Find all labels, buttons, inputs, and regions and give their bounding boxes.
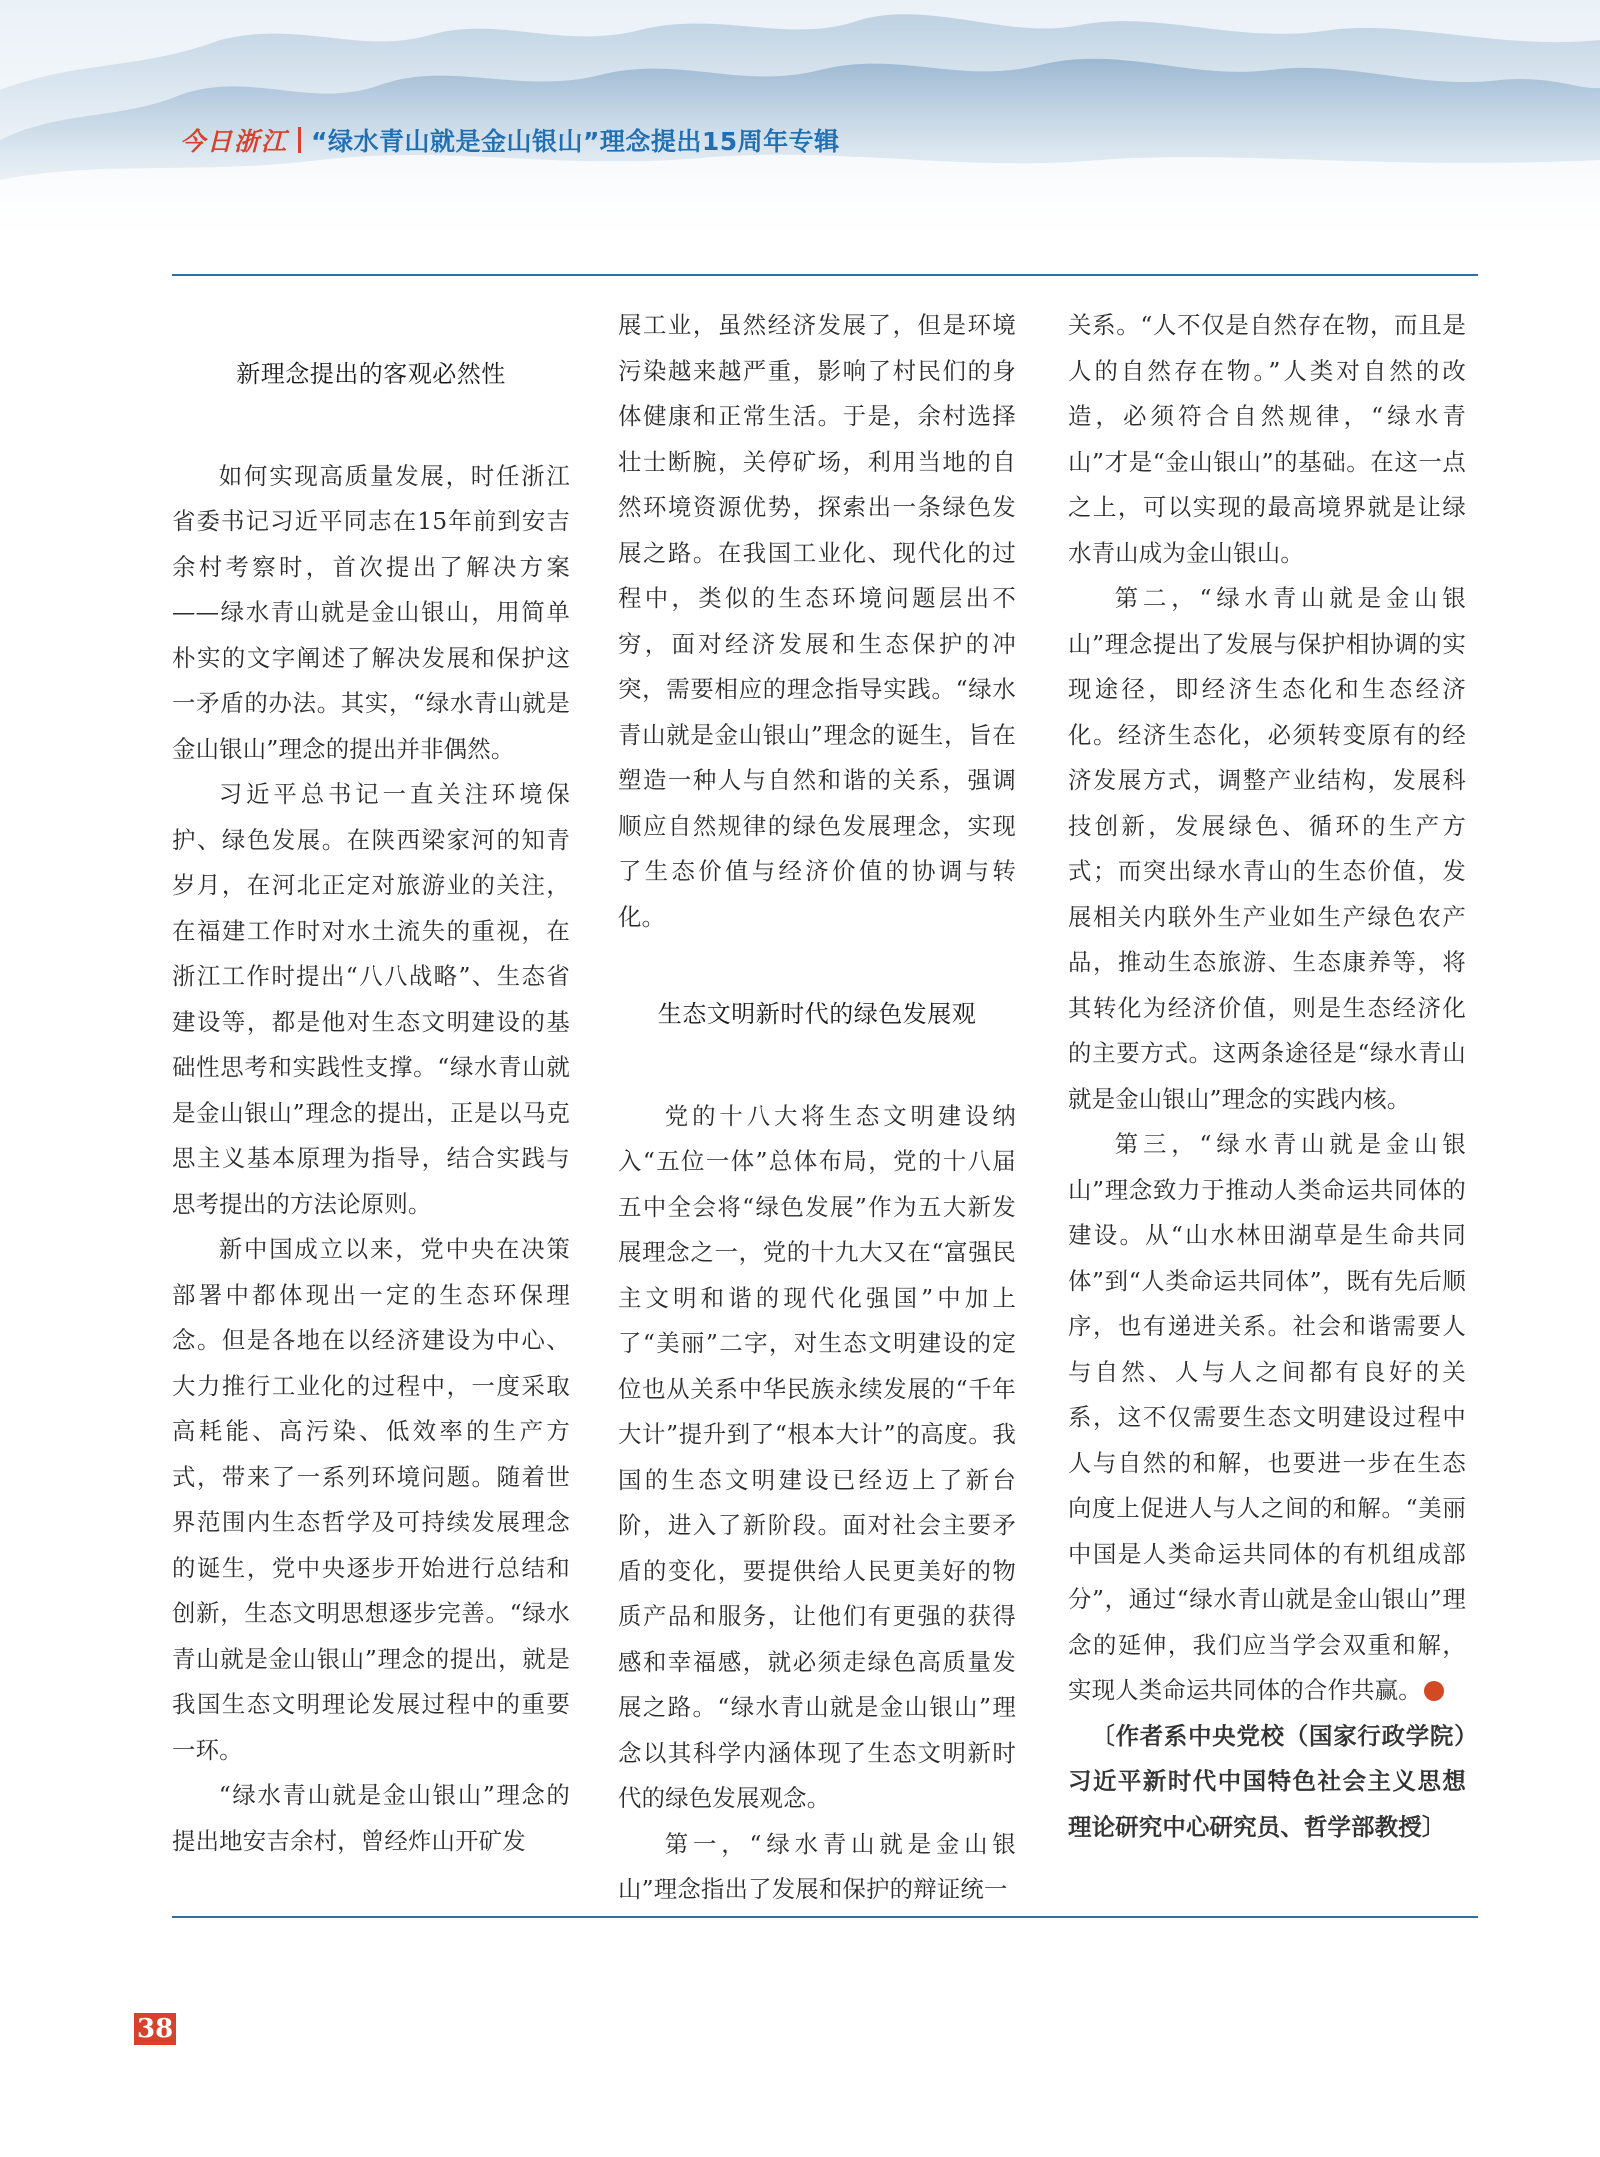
section-title-1: 新理念提出的客观必然性	[236, 360, 506, 388]
paragraph-continuation: 关系。“人不仅是自然存在物，而且是人的自然存在物。”人类对自然的改造，必须符合自然规律，“绿水青山”才是“金山银山”的基础。在这一点之上，可以实现的最高境界就是让绿水青山成为金山银山。	[1068, 311, 1466, 567]
bottom-rule	[172, 1916, 1478, 1918]
series-title: “绿水青山就是金山银山”理念提出15周年专辑	[311, 127, 840, 156]
top-rule	[172, 274, 1478, 276]
column-1	[172, 300, 570, 1864]
paragraph: 如何实现高质量发展，时任浙江省委书记习近平同志在15年前到安吉余村考察时，首次提出了解决方案——绿水青山就是金山银山，用简单朴实的文字阐述了解决发展和保护这一矛盾的办法。其实，“绿水青山就是金山银山”理念的提出并非偶然。	[172, 461, 570, 763]
paragraph-continuation: 展工业，虽然经济发展了，但是环境污染越来越严重，影响了村民们的身体健康和正常生活。于是，余村选择壮士断腕，关停矿场，利用当地的自然环境资源优势，探索出一条绿色发展之路。在我国工业化、现代化的过程中，类似的生态环境问题层出不穷，面对经济发展和生态保护的冲突，需要相应的理念指导实践。“绿水青山就是金山银山”理念的诞生，旨在塑造一种人与自然和谐的关系，强调顺应自然规律的绿色发展理念，实现了生态价值与经济价值的协调与转化。	[618, 311, 1016, 931]
column-2	[618, 303, 1016, 1913]
header-separator	[298, 127, 301, 153]
section-title-2: 生态文明新时代的绿色发展观	[657, 1000, 977, 1028]
page-number: 38	[134, 2013, 176, 2045]
paragraph: 第一，“绿水青山就是金山银山”理念指出了发展和保护的辩证统一	[618, 1829, 1016, 1903]
end-mark-icon	[1424, 1681, 1444, 1701]
author-note: 〔作者系中央党校（国家行政学院）习近平新时代中国特色社会主义思想理论研究中心研究员、哲学部教授〕	[1068, 1721, 1466, 1841]
column-3	[1068, 303, 1466, 1850]
paragraph: “绿水青山就是金山银山”理念的提出地安吉余村，曾经炸山开矿发	[172, 1781, 570, 1855]
paragraph: 新中国成立以来，党中央在决策部署中都体现出一定的生态环保理念。但是各地在以经济建设为中心、大力推行工业化的过程中，一度采取高耗能、高污染、低效率的生产方式，带来了一系列环境问题。随着世界范围内生态哲学及可持续发展理念的诞生，党中央逐步开始进行总结和创新，生态文明思想逐步完善。“绿水青山就是金山银山”理念的提出，就是我国生态文明理论发展过程中的重要一环。	[172, 1235, 570, 1764]
paragraph-text: 第三，“绿水青山就是金山银山”理念致力于推动人类命运共同体的建设。从“山水林田湖草是生命共同体”到“人类命运共同体”，既有先后顺序，也有递进关系。社会和谐需要人与自然、人与人之间都有良好的关系，这不仅需要生态文明建设过程中人与自然的和解，也要进一步在生态向度上促进人与人之间的和解。“美丽中国是人类命运共同体的有机组成部分”，通过“绿水青山就是金山银山”理念的延伸，我们应当学会双重和解，实现人类命运共同体的合作共赢。	[1068, 1130, 1466, 1704]
paragraph: 第二，“绿水青山就是金山银山”理念提出了发展与保护相协调的实现途径，即经济生态化和生态经济化。经济生态化，必须转变原有的经济发展方式，调整产业结构，发展科技创新，发展绿色、循环的生产方式；而突出绿水青山的生态价值，发展相关内联外生产业如生产绿色农产品，推动生态旅游、生态康养等，将其转化为经济价值，则是生态经济化的主要方式。这两条途径是“绿水青山就是金山银山”理念的实践内核。	[1068, 584, 1466, 1113]
brand-logo: 今日浙江	[180, 127, 289, 156]
header-line	[180, 122, 840, 158]
header-banner	[0, 0, 1600, 250]
paragraph: 习近平总书记一直关注环境保护、绿色发展。在陕西梁家河的知青岁月，在河北正定对旅游业的关注，在福建工作时对水土流失的重视，在浙江工作时提出“八八战略”、生态省建设等，都是他对生态文明建设的基础性思考和实践性支撑。“绿水青山就是金山银山”理念的提出，正是以马克思主义基本原理为指导，结合实践与思考提出的方法论原则。	[172, 780, 570, 1218]
paragraph: 党的十八大将生态文明建设纳入“五位一体”总体布局，党的十八届五中全会将“绿色发展”作为五大新发展理念之一，党的十九大又在“富强民主文明和谐的现代化强国”中加上了“美丽”二字，对生态文明建设的定位也从关系中华民族永续发展的“千年大计”提升到了“根本大计”的高度。我国的生态文明建设已经迈上了新台阶，进入了新阶段。面对社会主要矛盾的变化，要提供给人民更美好的物质产品和服务，让他们有更强的获得感和幸福感，就必须走绿色高质量发展之路。“绿水青山就是金山银山”理念以其科学内涵体现了生态文明新时代的绿色发展观念。	[618, 1101, 1016, 1812]
paragraph-final	[1068, 1122, 1466, 1714]
